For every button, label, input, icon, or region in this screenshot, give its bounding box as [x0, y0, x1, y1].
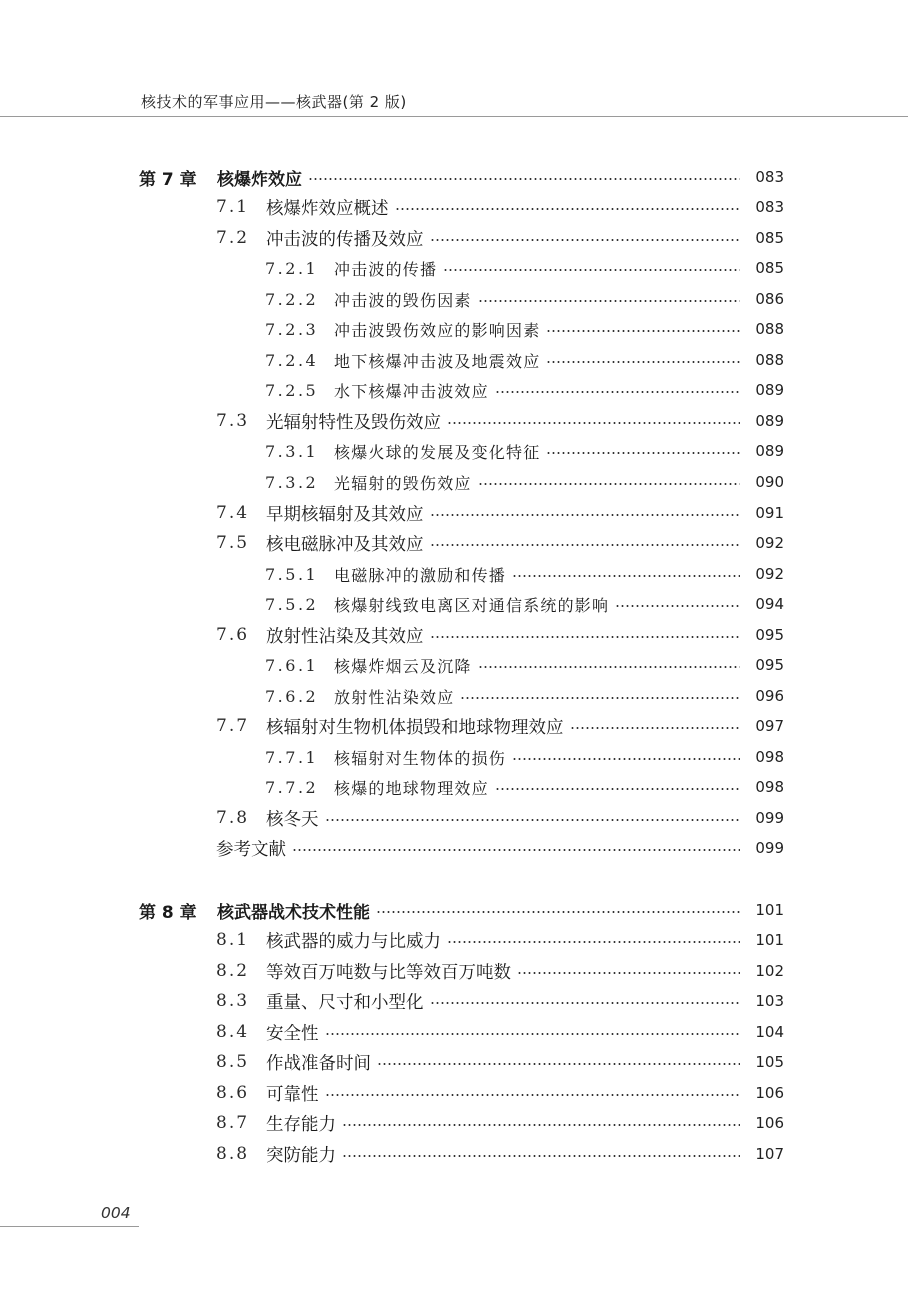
- toc-number: 7.2.3: [265, 319, 319, 339]
- toc-entry-chapter: [139, 895, 784, 925]
- toc-entry-section: [216, 1078, 784, 1108]
- toc-entry-sub: [265, 314, 784, 344]
- dot-leader: [447, 941, 740, 943]
- toc-number: 7.7.2: [265, 777, 319, 797]
- toc-entry-section: [216, 528, 784, 558]
- toc-entry-sub: [265, 772, 784, 802]
- toc-number: 8.4: [216, 1022, 250, 1042]
- toc-entry-section: [216, 406, 784, 436]
- dot-leader: [512, 758, 740, 760]
- toc-entry-section: [216, 711, 784, 741]
- dot-leader: [512, 575, 740, 577]
- toc-page-number: 095: [755, 626, 784, 644]
- toc-number: 7.2.1: [265, 258, 319, 278]
- toc-entry-sub: [265, 589, 784, 619]
- toc-title: 地下核爆冲击波及地震效应: [334, 351, 541, 371]
- toc-number: 7.3: [216, 411, 250, 431]
- toc-entry-sub: [265, 467, 784, 497]
- toc-title: 核辐射对生物体的损伤: [334, 748, 507, 768]
- toc-entry-section: [216, 620, 784, 650]
- toc-title: 参考文献: [216, 839, 286, 860]
- toc-page-number: 104: [755, 1023, 784, 1041]
- dot-leader: [430, 544, 741, 546]
- toc-title: 重量、尺寸和小型化: [266, 992, 424, 1013]
- toc-number: 7.1: [216, 197, 250, 217]
- toc-title: 光辐射的毁伤效应: [334, 473, 472, 493]
- dot-leader: [430, 636, 741, 638]
- toc-page-number: 091: [755, 504, 784, 522]
- toc-number: 7.5: [216, 533, 250, 553]
- toc-title: 核爆射线致电离区对通信系统的影响: [334, 595, 610, 615]
- toc-page-number: 083: [755, 198, 784, 216]
- toc-number: 8.6: [216, 1083, 250, 1103]
- toc-title: 核武器的威力与比威力: [266, 931, 441, 952]
- toc-page-number: 098: [755, 748, 784, 766]
- toc-title: 生存能力: [266, 1114, 336, 1135]
- dot-leader: [430, 1002, 741, 1004]
- toc-title: 核武器战术技术性能: [217, 902, 370, 923]
- toc-page-number: 088: [755, 351, 784, 369]
- dot-leader: [377, 1063, 740, 1065]
- dot-leader: [570, 727, 741, 729]
- toc-title: 冲击波的毁伤因素: [334, 290, 472, 310]
- toc-entry-ref: [216, 833, 784, 863]
- toc-page-number: 099: [755, 839, 784, 857]
- toc-title: 核爆炸烟云及沉降: [334, 656, 472, 676]
- toc-page-number: 106: [755, 1114, 784, 1132]
- dot-leader: [292, 849, 740, 851]
- toc-number: 7.8: [216, 808, 250, 828]
- toc-number: 7.3.1: [265, 441, 319, 461]
- toc-page-number: 085: [755, 229, 784, 247]
- running-head-title: 核技术的军事应用——核武器(第 2 版): [141, 93, 407, 111]
- toc-entry-sub: [265, 253, 784, 283]
- toc-number: 7.3.2: [265, 472, 319, 492]
- toc-page-number: 103: [755, 992, 784, 1010]
- toc-page-number: 105: [755, 1053, 784, 1071]
- toc-number: 7.7: [216, 716, 250, 736]
- toc-page-number: 102: [755, 962, 784, 980]
- toc-page-number: 090: [755, 473, 784, 491]
- toc-number: 第 7 章: [139, 169, 197, 190]
- toc-title: 放射性沾染及其效应: [266, 626, 424, 647]
- dot-leader: [447, 422, 740, 424]
- toc-page-number: 089: [755, 442, 784, 460]
- toc-title: 可靠性: [266, 1084, 319, 1105]
- toc-entry-sub: [265, 650, 784, 680]
- toc-number: 8.7: [216, 1113, 250, 1133]
- toc-page-number: 095: [755, 656, 784, 674]
- toc-entry-section: [216, 986, 784, 1016]
- dot-leader: [615, 605, 740, 607]
- toc-title: 作战准备时间: [266, 1053, 371, 1074]
- toc-number: 7.6.1: [265, 655, 319, 675]
- toc-title: 核爆炸效应概述: [266, 198, 389, 219]
- dot-leader: [308, 178, 740, 180]
- dot-leader: [517, 972, 740, 974]
- toc-entry-section: [216, 1108, 784, 1138]
- toc-title: 核爆火球的发展及变化特征: [334, 442, 541, 462]
- dot-leader: [342, 1124, 740, 1126]
- dot-leader: [325, 1094, 741, 1096]
- dot-leader: [478, 483, 740, 485]
- toc-title: 放射性沾染效应: [334, 687, 455, 707]
- toc-title: 安全性: [266, 1023, 319, 1044]
- toc-entry-section: [216, 803, 784, 833]
- toc-entry-sub: [265, 345, 784, 375]
- toc-number: 8.5: [216, 1052, 250, 1072]
- toc-entry-sub: [265, 375, 784, 405]
- toc-page-number: 101: [755, 901, 784, 919]
- dot-leader: [395, 208, 741, 210]
- toc-page-number: 107: [755, 1145, 784, 1163]
- dot-leader: [325, 1033, 741, 1035]
- toc-title: 核电磁脉冲及其效应: [266, 534, 424, 555]
- toc-page-number: 089: [755, 412, 784, 430]
- toc-page-number: 101: [755, 931, 784, 949]
- toc-entry-section: [216, 1017, 784, 1047]
- toc-page-number: 083: [755, 168, 784, 186]
- toc-page-number: 088: [755, 320, 784, 338]
- toc-entry-sub: [265, 436, 784, 466]
- toc-entry-section: [216, 223, 784, 253]
- toc-title: 冲击波毁伤效应的影响因素: [334, 320, 541, 340]
- toc-page-number: 086: [755, 290, 784, 308]
- dot-leader: [546, 330, 740, 332]
- dot-leader: [460, 697, 740, 699]
- toc-title: 水下核爆冲击波效应: [334, 381, 489, 401]
- toc-title: 冲击波的传播: [334, 259, 438, 279]
- dot-leader: [478, 666, 740, 668]
- toc-number: 7.7.1: [265, 747, 319, 767]
- toc-title: 冲击波的传播及效应: [266, 229, 424, 250]
- toc-page-number: 092: [755, 565, 784, 583]
- dot-leader: [546, 361, 740, 363]
- toc-title: 电磁脉冲的激励和传播: [334, 565, 507, 585]
- toc-page-number: 085: [755, 259, 784, 277]
- toc-entry-section: [216, 1047, 784, 1077]
- dot-leader: [342, 1155, 740, 1157]
- toc-number: 8.1: [216, 930, 250, 950]
- toc-entry-section: [216, 1139, 784, 1169]
- toc-page-number: 098: [755, 778, 784, 796]
- toc-number: 7.5.2: [265, 594, 319, 614]
- toc-entry-chapter: [139, 162, 784, 192]
- toc-number: 8.3: [216, 991, 250, 1011]
- dot-leader: [495, 788, 740, 790]
- toc-number: 7.6.2: [265, 686, 319, 706]
- dot-leader: [478, 300, 740, 302]
- toc-entry-section: [216, 192, 784, 222]
- toc-entry-section: [216, 925, 784, 955]
- toc-page-number: 089: [755, 381, 784, 399]
- toc-number: 7.2: [216, 228, 250, 248]
- toc-title: 核辐射对生物机体损毁和地球物理效应: [266, 717, 564, 738]
- toc-page-number: 096: [755, 687, 784, 705]
- toc-page-number: 099: [755, 809, 784, 827]
- header-divider: [0, 116, 908, 117]
- toc-page-number: 094: [755, 595, 784, 613]
- toc-number: 7.2.2: [265, 289, 319, 309]
- toc-entry-sub: [265, 284, 784, 314]
- toc-title: 核冬天: [266, 809, 319, 830]
- dot-leader: [376, 911, 740, 913]
- dot-leader: [443, 269, 740, 271]
- toc-entry-section: [216, 956, 784, 986]
- dot-leader: [495, 391, 740, 393]
- toc-title: 核爆炸效应: [217, 169, 302, 190]
- toc-number: 7.6: [216, 625, 250, 645]
- toc-number: 第 8 章: [139, 902, 197, 923]
- toc-entry-section: [216, 498, 784, 528]
- toc-title: 突防能力: [266, 1145, 336, 1166]
- toc-page-number: 097: [755, 717, 784, 735]
- toc-number: 7.2.4: [265, 350, 319, 370]
- toc-number: 7.4: [216, 503, 250, 523]
- toc-number: 7.5.1: [265, 564, 319, 584]
- toc-title: 光辐射特性及毁伤效应: [266, 412, 441, 433]
- toc-title: 早期核辐射及其效应: [266, 504, 424, 525]
- toc-entry-sub: [265, 681, 784, 711]
- dot-leader: [546, 452, 740, 454]
- toc-number: 7.2.5: [265, 380, 319, 400]
- dot-leader: [430, 239, 741, 241]
- toc-number: 8.8: [216, 1144, 250, 1164]
- toc-number: 8.2: [216, 961, 250, 981]
- dot-leader: [325, 819, 741, 821]
- page-number: 004: [101, 1204, 131, 1222]
- dot-leader: [430, 514, 741, 516]
- toc-page-number: 106: [755, 1084, 784, 1102]
- toc-title: 核爆的地球物理效应: [334, 778, 489, 798]
- toc-title: 等效百万吨数与比等效百万吨数: [266, 962, 511, 983]
- toc-page-number: 092: [755, 534, 784, 552]
- toc-entry-sub: [265, 742, 784, 772]
- footer-divider: [0, 1226, 139, 1227]
- toc-entry-sub: [265, 559, 784, 589]
